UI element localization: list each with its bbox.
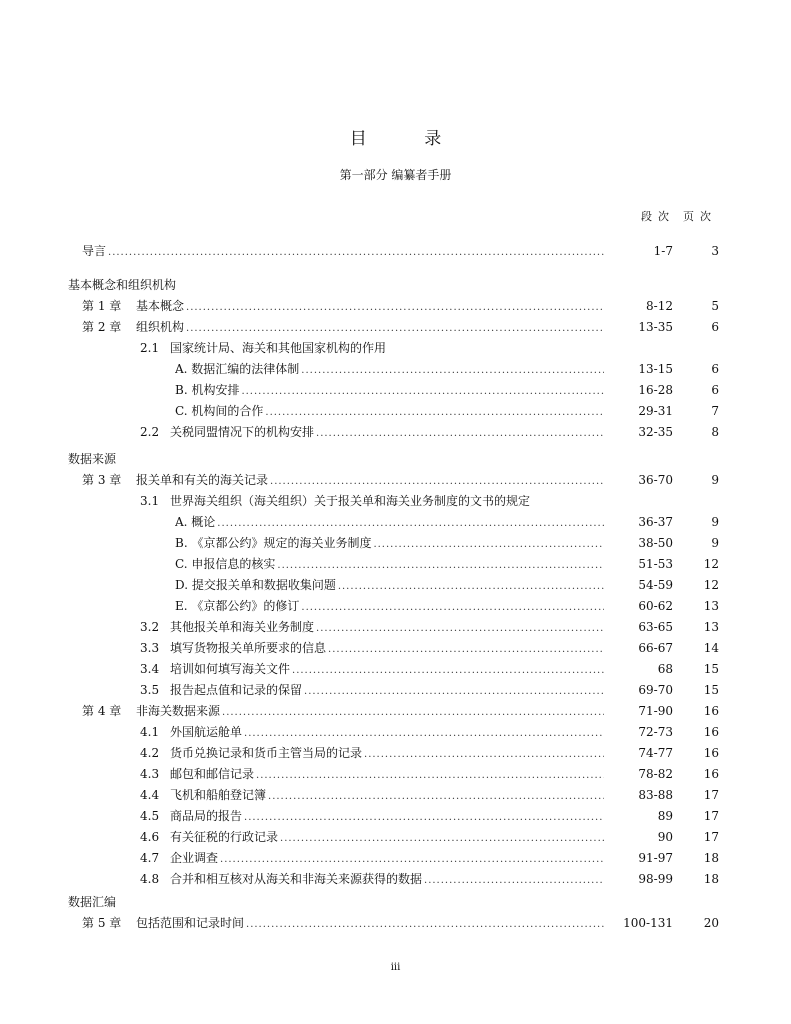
toc-entry[interactable] [0, 359, 791, 379]
toc-entry-page: 15 [703, 683, 719, 697]
toc-entry-paras: 36-70 [638, 473, 673, 487]
toc-entry-paras: 51-53 [638, 557, 673, 571]
leader-dots [244, 724, 604, 744]
page-column-header: 页次 [683, 210, 717, 223]
leader-dots [265, 403, 604, 423]
toc-entry-page: 6 [711, 383, 719, 397]
leader-dots [373, 535, 604, 555]
toc-entry-page: 16 [703, 725, 719, 739]
leader-dots [186, 319, 604, 339]
toc-entry-label: C. 申报信息的核实 [175, 557, 276, 571]
toc-entry[interactable] [0, 659, 791, 679]
toc-entry-label: C. 机构间的合作 [175, 404, 264, 418]
toc-entry-number: 4.1 [140, 725, 160, 739]
toc-entry-page: 20 [703, 916, 719, 930]
toc-entry-number: 4.7 [140, 851, 160, 865]
toc-entry-number: 2.2 [140, 425, 160, 439]
leader-dots [256, 766, 604, 786]
leader-dots [316, 619, 604, 639]
leader-dots [280, 829, 604, 849]
page-title: 目 录 [349, 129, 468, 149]
toc-entry-number: 4.6 [140, 830, 160, 844]
toc-entry-page: 14 [703, 641, 719, 655]
toc-entry-paras: 91-97 [638, 851, 673, 865]
toc-entry-number: 3.1 [140, 494, 160, 508]
toc-entry-page: 9 [711, 473, 719, 487]
toc-entry-number: 第 5 章 [82, 916, 122, 930]
toc-entry-label: 关税同盟情况下的机构安排 [170, 425, 315, 439]
toc-entry-paras: 60-62 [638, 599, 673, 613]
toc-entry-label: 有关征税的行政记录 [170, 830, 279, 844]
toc-entry-page: 16 [703, 746, 719, 760]
leader-dots [270, 472, 604, 492]
toc-entry[interactable] [0, 554, 791, 574]
toc-entry-number: 4.4 [140, 788, 160, 802]
toc-entry-paras: 36-37 [638, 515, 673, 529]
leader-dots [301, 598, 604, 618]
toc-entry-label: B. 机构安排 [175, 383, 240, 397]
part-subtitle: 第一部分 编纂者手册 [339, 168, 452, 182]
toc-entry-paras: 69-70 [638, 683, 673, 697]
toc-entry-paras: 98-99 [638, 872, 673, 886]
toc-entry[interactable] [0, 380, 791, 400]
toc-entry[interactable] [0, 338, 791, 358]
leader-dots [424, 871, 604, 891]
toc-entry-paras: 72-73 [638, 725, 673, 739]
toc-entry-number: 第 4 章 [82, 704, 122, 718]
toc-entry-label: 包括范围和记录时间 [136, 916, 245, 930]
toc-entry-page: 5 [711, 299, 719, 313]
toc-entry-number: 4.5 [140, 809, 160, 823]
toc-entry-label: 非海关数据来源 [136, 704, 221, 718]
toc-entry-number: 2.1 [140, 341, 160, 355]
toc-entry-page: 18 [703, 872, 719, 886]
toc-entry-paras: 1-7 [653, 244, 673, 258]
toc-entry[interactable] [0, 680, 791, 700]
toc-entry-page: 12 [703, 557, 719, 571]
toc-entry-paras: 68 [657, 662, 673, 676]
toc-entry-paras: 83-88 [638, 788, 673, 802]
toc-entry-number: 4.8 [140, 872, 160, 886]
leader-dots [301, 361, 604, 381]
toc-entry-label: 报关单和有关的海关记录 [136, 473, 269, 487]
leader-dots [108, 243, 604, 263]
toc-entry-page: 17 [703, 830, 719, 844]
toc-entry-number: 3.2 [140, 620, 160, 634]
paragraph-column-header: 段次 [641, 210, 675, 223]
toc-entry-page: 8 [711, 425, 719, 439]
toc-entry-label: D. 提交报关单和数据收集问题 [175, 578, 336, 592]
toc-entry-label: 填写货物报关单所要求的信息 [170, 641, 327, 655]
toc-entry-number: 3.4 [140, 662, 160, 676]
toc-entry[interactable] [0, 848, 791, 868]
toc-entry-page: 9 [711, 515, 719, 529]
toc-entry-paras: 89 [657, 809, 673, 823]
toc-entry-paras: 29-31 [638, 404, 673, 418]
page-number: iii [390, 962, 401, 973]
toc-entry[interactable] [0, 701, 791, 721]
section-heading: 数据汇编 [68, 895, 117, 909]
leader-dots [268, 787, 604, 807]
toc-entry-paras: 32-35 [638, 425, 673, 439]
toc-entry-paras: 54-59 [638, 578, 673, 592]
toc-entry-number: 4.3 [140, 767, 160, 781]
toc-entry-page: 16 [703, 767, 719, 781]
toc-entry-label: B. 《京都公约》规定的海关业务制度 [175, 536, 372, 550]
toc-entry[interactable] [0, 869, 791, 889]
toc-entry[interactable] [0, 317, 791, 337]
toc-entry-label: 货币兑换记录和货币主管当局的记录 [170, 746, 363, 760]
toc-entry[interactable] [0, 785, 791, 805]
toc-entry-number: 3.5 [140, 683, 160, 697]
toc-entry[interactable] [0, 764, 791, 784]
toc-entry-page: 7 [711, 404, 719, 418]
leader-dots [241, 382, 604, 402]
toc-entry[interactable] [0, 638, 791, 658]
leader-dots [338, 577, 604, 597]
toc-entry-label: 其他报关单和海关业务制度 [170, 620, 315, 634]
toc-entry-label: 商品局的报告 [170, 809, 243, 823]
toc-entry-page: 6 [711, 320, 719, 334]
toc-entry-intro[interactable] [0, 241, 791, 261]
toc-entry[interactable] [0, 470, 791, 490]
toc-entry-number: 4.2 [140, 746, 160, 760]
toc-entry[interactable] [0, 491, 791, 511]
toc-entry-label: A. 概论 [175, 515, 216, 529]
toc-entry[interactable] [0, 596, 791, 616]
toc-entry[interactable] [0, 743, 791, 763]
toc-entry-paras: 13-15 [638, 362, 673, 376]
toc-entry-paras: 90 [657, 830, 673, 844]
toc-entry-label: 企业调查 [170, 851, 219, 865]
toc-entry[interactable] [0, 422, 791, 442]
leader-dots [328, 640, 604, 660]
section-heading: 数据来源 [68, 452, 117, 466]
toc-entry-paras: 38-50 [638, 536, 673, 550]
toc-entry[interactable] [0, 296, 791, 316]
toc-entry[interactable] [0, 512, 791, 532]
toc-entry-number: 第 1 章 [82, 299, 122, 313]
leader-dots [304, 682, 604, 702]
toc-entry[interactable] [0, 575, 791, 595]
leader-dots [220, 850, 604, 870]
toc-entry-page: 17 [703, 788, 719, 802]
leader-dots [316, 424, 604, 444]
toc-entry-label: 国家统计局、海关和其他国家机构的作用 [170, 341, 387, 355]
toc-entry-page: 17 [703, 809, 719, 823]
toc-entry-label: 邮包和邮信记录 [170, 767, 255, 781]
leader-dots [277, 556, 604, 576]
leader-dots [292, 661, 604, 681]
leader-dots [364, 745, 604, 765]
toc-entry-paras: 8-12 [646, 299, 673, 313]
toc-entry-label: 组织机构 [136, 320, 185, 334]
toc-entry[interactable] [0, 827, 791, 847]
toc-entry-paras: 63-65 [638, 620, 673, 634]
toc-entry-label: 基本概念 [136, 299, 185, 313]
leader-dots [246, 915, 604, 935]
leader-dots [186, 298, 604, 318]
toc-entry-paras: 71-90 [638, 704, 673, 718]
toc-entry-number: 第 2 章 [82, 320, 122, 334]
toc-entry[interactable] [0, 913, 791, 933]
toc-entry-number: 3.3 [140, 641, 160, 655]
toc-entry-page: 16 [703, 704, 719, 718]
toc-entry-paras: 16-28 [638, 383, 673, 397]
toc-entry-page: 6 [711, 362, 719, 376]
toc-entry-page: 12 [703, 578, 719, 592]
leader-dots [217, 514, 604, 534]
leader-dots [222, 703, 604, 723]
toc-entry[interactable] [0, 806, 791, 826]
toc-entry-paras: 78-82 [638, 767, 673, 781]
toc-entry-paras: 13-35 [638, 320, 673, 334]
toc-entry-page: 15 [703, 662, 719, 676]
toc-entry-page: 9 [711, 536, 719, 550]
leader-dots [244, 808, 604, 828]
toc-entry-label: 导言 [82, 244, 107, 258]
toc-entry-page: 13 [703, 620, 719, 634]
toc-entry-label: 合并和相互核对从海关和非海关来源获得的数据 [170, 872, 423, 886]
toc-entry-paras: 66-67 [638, 641, 673, 655]
toc-entry-label: 培训如何填写海关文件 [170, 662, 291, 676]
toc-entry-page: 18 [703, 851, 719, 865]
toc-entry-label: A. 数据汇编的法律体制 [175, 362, 300, 376]
toc-entry[interactable] [0, 617, 791, 637]
toc-entry-label: 报告起点值和记录的保留 [170, 683, 303, 697]
toc-entry-page: 13 [703, 599, 719, 613]
toc-entry[interactable] [0, 533, 791, 553]
toc-entry[interactable] [0, 722, 791, 742]
toc-entry-paras: 100-131 [623, 916, 673, 930]
toc-entry-label: E. 《京都公约》的修订 [175, 599, 300, 613]
toc-entry-page: 3 [711, 244, 719, 258]
toc-entry[interactable] [0, 401, 791, 421]
toc-entry-paras: 74-77 [638, 746, 673, 760]
section-heading: 基本概念和组织机构 [68, 278, 177, 292]
toc-entry-label: 飞机和船舶登记簿 [170, 788, 267, 802]
toc-entry-label: 世界海关组织（海关组织）关于报关单和海关业务制度的文书的规定 [170, 494, 531, 508]
toc-entry-label: 外国航运舱单 [170, 725, 243, 739]
toc-entry-number: 第 3 章 [82, 473, 122, 487]
